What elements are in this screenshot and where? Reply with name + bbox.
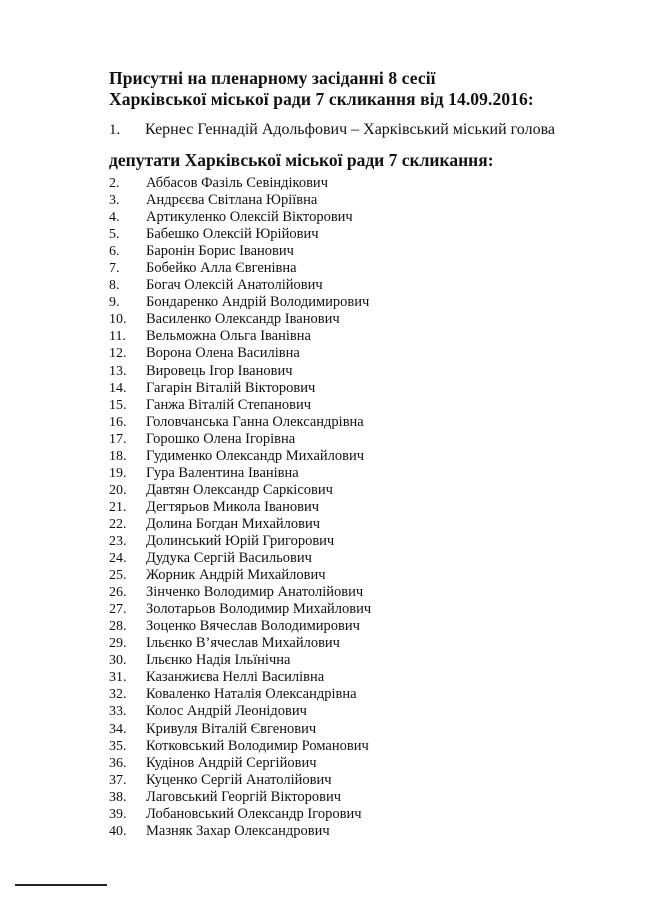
list-item: [109, 345, 509, 362]
deputy-name: Артикуленко Олексій Вікторович: [146, 209, 353, 226]
deputy-name: Лаговський Георгій Вікторович: [146, 788, 342, 805]
list-item: [109, 823, 509, 840]
deputy-number: 25.: [109, 568, 127, 584]
deputy-name: Лобановський Олександр Ігорович: [146, 805, 362, 822]
list-item: [109, 277, 509, 294]
list-item: [109, 397, 509, 414]
list-item: [109, 669, 509, 686]
deputy-name: Кудінов Андрій Сергійович: [146, 754, 317, 771]
list-item: [109, 516, 509, 533]
list-item: [109, 686, 509, 703]
deputy-number: 23.: [109, 533, 127, 549]
deputy-number: 20.: [109, 482, 127, 498]
deputy-number: 8.: [109, 278, 120, 294]
deputy-number: 14.: [109, 380, 127, 396]
deputy-name: Давтян Олександр Саркісович: [146, 481, 333, 498]
list-item: [109, 414, 509, 431]
deputy-name: Дудука Сергій Васильович: [146, 550, 312, 567]
list-item: [109, 652, 509, 669]
deputy-name: Долинський Юрій Григорович: [146, 532, 335, 549]
list-item: [109, 703, 509, 720]
list-item: [109, 328, 509, 345]
deputy-name: Вировець Ігор Іванович: [146, 362, 293, 379]
deputy-name: Котковський Володимир Романович: [146, 737, 369, 754]
deputy-name: Богач Олексій Анатолійович: [146, 277, 323, 294]
list-item: [109, 789, 509, 806]
deputy-number: 17.: [109, 431, 127, 447]
deputy-name: Бабешко Олексій Юрійович: [146, 226, 319, 243]
deputy-name: Василенко Олександр Іванович: [146, 311, 340, 328]
list-item: [109, 448, 509, 465]
deputy-number: 16.: [109, 414, 127, 430]
document-title: [109, 68, 629, 110]
list-item: [109, 806, 509, 823]
footer-rule: [15, 884, 107, 886]
deputy-number: 6.: [109, 244, 120, 260]
list-item: [109, 243, 509, 260]
list-item: [109, 721, 509, 738]
deputy-name: Бондаренко Андрій Володимирович: [146, 294, 370, 311]
deputy-name: Коваленко Наталія Олександрівна: [146, 686, 357, 703]
deputy-name: Куценко Сергій Анатолійович: [146, 771, 332, 788]
deputies-list: [109, 175, 509, 840]
deputy-number: 5.: [109, 227, 120, 243]
list-item: [109, 260, 509, 277]
mayor-text: Кернес Геннадій Адольфович – Харківський міський голова: [145, 121, 556, 138]
deputy-name: Зінченко Володимир Анатолійович: [146, 584, 364, 601]
deputy-name: Бобейко Алла Євгенівна: [146, 260, 297, 277]
deputy-number: 28.: [109, 619, 127, 635]
deputy-number: 12.: [109, 346, 127, 362]
list-item: [109, 465, 509, 482]
deputy-number: 39.: [109, 806, 127, 822]
deputy-number: 26.: [109, 585, 127, 601]
list-item: [109, 635, 509, 652]
list-item: [109, 601, 509, 618]
list-item: [109, 175, 509, 192]
deputy-number: 18.: [109, 448, 127, 464]
deputy-number: 22.: [109, 516, 127, 532]
list-item: [109, 209, 509, 226]
deputy-name: Дегтярьов Микола Іванович: [146, 498, 319, 515]
deputy-name: Гагарін Віталій Вікторович: [146, 379, 316, 396]
list-item: [109, 738, 509, 755]
deputy-number: 24.: [109, 551, 127, 567]
list-item: [109, 294, 509, 311]
title-line-1: Присутні на пленарному засіданні 8 сесії: [109, 68, 436, 88]
list-item: [109, 431, 509, 448]
deputy-name: Кривуля Віталій Євгенович: [146, 720, 317, 737]
deputy-name: Андрєєва Світлана Юріївна: [146, 192, 318, 209]
deputy-name: Казанжиєва Неллі Василівна: [146, 669, 325, 686]
list-item: [109, 567, 509, 584]
deputy-number: 13.: [109, 363, 127, 379]
deputy-number: 7.: [109, 261, 120, 277]
deputy-name: Вельможна Ольга Іванівна: [146, 328, 311, 345]
deputy-name: Гура Валентина Іванівна: [146, 464, 299, 481]
deputy-name: Ворона Олена Василівна: [146, 345, 300, 362]
deputy-name: Жорник Андрій Михайлович: [146, 567, 326, 584]
deputy-name: Ільєнко Надія Ільїнічна: [146, 652, 291, 669]
list-item: [109, 311, 509, 328]
deputy-number: 11.: [109, 329, 126, 345]
mayor-entry: [109, 120, 649, 140]
deputy-number: 15.: [109, 397, 127, 413]
list-item: [109, 482, 509, 499]
deputy-number: 19.: [109, 465, 127, 481]
list-item: [109, 226, 509, 243]
deputy-name: Баронін Борис Іванович: [146, 243, 294, 260]
deputy-name: Колос Андрій Леонідович: [146, 703, 307, 720]
list-item: [109, 363, 509, 380]
deputy-name: Горошко Олена Ігорівна: [146, 430, 296, 447]
title-line-2: Харківської міської ради 7 скликання від 14.09.2016:: [109, 89, 534, 109]
deputies-heading: депутати Харківської міської ради 7 скликання:: [109, 150, 494, 170]
deputy-number: 29.: [109, 636, 127, 652]
deputy-number: 31.: [109, 670, 127, 686]
list-item: [109, 192, 509, 209]
list-item: [109, 772, 509, 789]
list-item: [109, 533, 509, 550]
list-item: [109, 755, 509, 772]
mayor-number: 1.: [109, 122, 121, 138]
list-item: [109, 550, 509, 567]
list-item: [109, 618, 509, 635]
deputy-number: 4.: [109, 210, 120, 226]
deputy-number: 36.: [109, 755, 127, 771]
deputy-name: Гудименко Олександр Михайлович: [146, 447, 365, 464]
deputy-number: 37.: [109, 772, 127, 788]
deputy-number: 35.: [109, 738, 127, 754]
deputy-name: Зоценко Вячеслав Володимирович: [146, 618, 360, 635]
deputy-name: Ільєнко В’ячеслав Михайлович: [146, 635, 340, 652]
deputy-name: Ганжа Віталій Степанович: [146, 396, 312, 413]
deputy-name: Аббасов Фазіль Севіндікович: [146, 175, 328, 191]
deputy-number: 3.: [109, 193, 120, 209]
list-item: [109, 380, 509, 397]
list-item: [109, 584, 509, 601]
deputy-number: 2.: [109, 176, 120, 191]
deputy-name: Золотарьов Володимир Михайлович: [146, 601, 372, 618]
deputy-number: 27.: [109, 602, 127, 618]
deputy-number: 32.: [109, 687, 127, 703]
deputy-number: 34.: [109, 721, 127, 737]
deputy-number: 10.: [109, 312, 127, 328]
deputy-number: 38.: [109, 789, 127, 805]
deputy-number: 9.: [109, 295, 120, 311]
deputy-name: Мазняк Захар Олександрович: [146, 822, 330, 839]
deputy-number: 40.: [109, 823, 127, 839]
deputy-number: 21.: [109, 499, 127, 515]
deputy-number: 30.: [109, 653, 127, 669]
list-item: [109, 499, 509, 516]
deputy-number: 33.: [109, 704, 127, 720]
deputy-name: Долина Богдан Михайлович: [146, 515, 321, 532]
deputy-name: Головчанська Ганна Олександрівна: [146, 413, 364, 430]
